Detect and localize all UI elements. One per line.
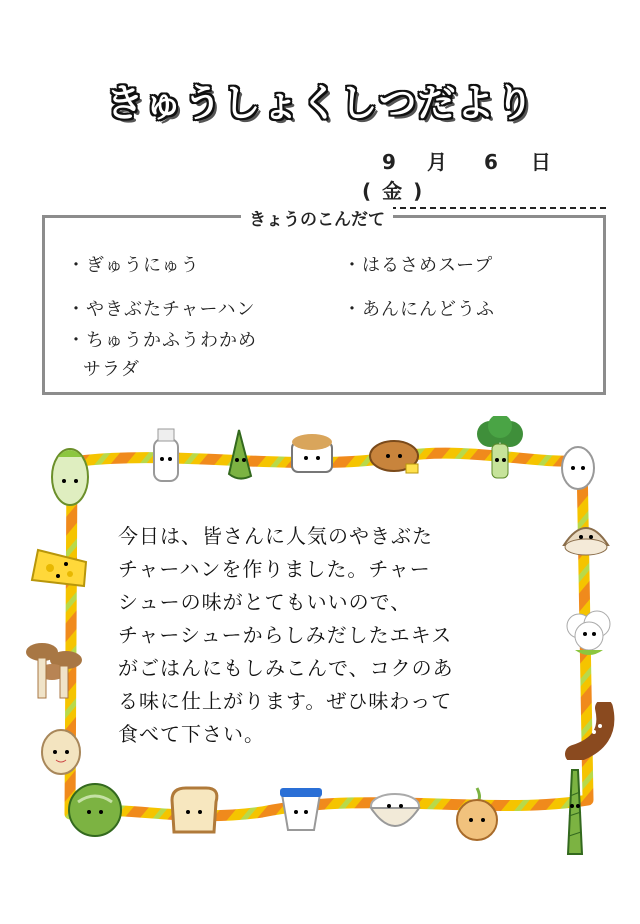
menu-label: きょうのこんだて bbox=[241, 205, 393, 230]
sausage-icon bbox=[564, 702, 616, 760]
menu-item-fried-rice: ・やきぶたチャーハン bbox=[67, 299, 256, 320]
yogurt-icon bbox=[276, 784, 326, 838]
date-month: 9 bbox=[382, 150, 398, 174]
asparagus-icon bbox=[556, 766, 592, 858]
message-line: る味に仕上がります。ぜひ味わって bbox=[118, 689, 453, 713]
message-line: 食べて下さい。 bbox=[118, 722, 265, 746]
cheese-icon bbox=[28, 540, 90, 590]
menu-box bbox=[42, 210, 606, 395]
message-line: チャーハンを作りました。チャー bbox=[118, 557, 431, 581]
menu-item-salad-cont: サラダ bbox=[83, 359, 140, 380]
page-title: きゅうしょくしつだより bbox=[105, 81, 535, 125]
message-line: チャーシューからしみだしたエキス bbox=[118, 623, 453, 647]
mushroom-icon bbox=[22, 636, 88, 702]
date-day: 6 bbox=[483, 150, 500, 174]
menu-item-dessert: ・あんにんどうふ bbox=[343, 299, 495, 320]
message-body bbox=[118, 520, 518, 751]
chinese-cabbage-icon bbox=[48, 443, 92, 507]
egg-icon bbox=[558, 442, 598, 492]
date-day-unit: 日 bbox=[530, 150, 553, 174]
date-weekday: ( 金 ) bbox=[362, 179, 425, 203]
milk-bottle-icon bbox=[146, 425, 186, 483]
date-line bbox=[360, 146, 606, 209]
natto-icon bbox=[286, 428, 338, 478]
broccoli-icon bbox=[474, 416, 526, 482]
message-line: シューの味がとてもいいので、 bbox=[118, 590, 412, 614]
bread-roll-icon bbox=[368, 436, 424, 476]
date-month-unit: 月 bbox=[426, 150, 449, 174]
toast-icon bbox=[166, 784, 222, 836]
rice-bowl-icon bbox=[366, 788, 424, 838]
message-line: 今日は、皆さんに人気のやきぶた bbox=[118, 524, 433, 548]
message-line: がごはんにもしみこんで、コクのあ bbox=[118, 656, 454, 680]
onion-icon bbox=[452, 784, 502, 844]
cabbage-icon bbox=[64, 780, 126, 838]
menu-item-salad: ・ちゅうかふうわかめ bbox=[67, 330, 257, 351]
potato-icon bbox=[36, 726, 86, 778]
menu-item-soup: ・はるさめスープ bbox=[343, 255, 494, 276]
clam-icon bbox=[560, 515, 612, 561]
cauliflower-icon bbox=[563, 606, 615, 660]
menu-item-milk: ・ぎゅうにゅう bbox=[67, 255, 200, 276]
okra-icon bbox=[221, 428, 257, 482]
